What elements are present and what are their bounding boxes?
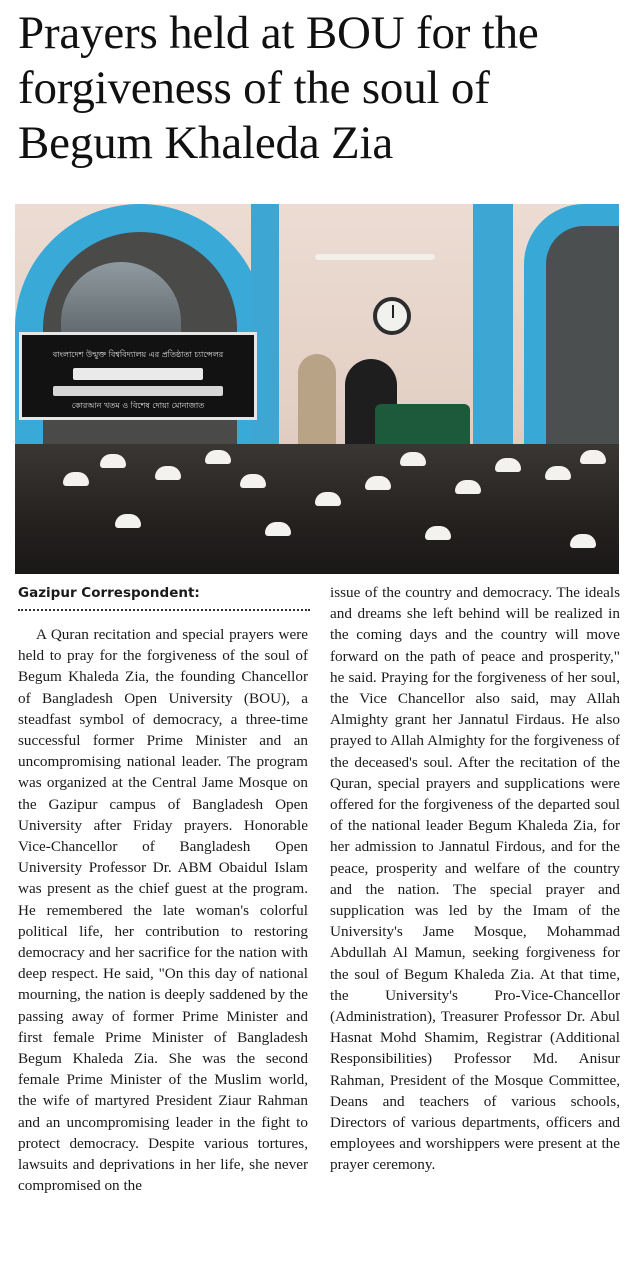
photo-banner <box>19 332 257 420</box>
photo-cap <box>205 450 231 464</box>
banner-subtitle-bar <box>53 386 223 396</box>
photo-wall-clock <box>373 297 411 335</box>
photo-cap <box>365 476 391 490</box>
photo-cap <box>455 480 481 494</box>
photo-cap <box>570 534 596 548</box>
article-photo <box>15 204 619 574</box>
photo-cap <box>400 452 426 466</box>
banner-line: কোরআন খতম ও বিশেষ দোয়া মোনাজাত <box>71 401 205 410</box>
photo-cap <box>495 458 521 472</box>
photo-cap <box>425 526 451 540</box>
photo-cap <box>580 450 606 464</box>
banner-line: বাংলাদেশ উন্মুক্ত বিশ্ববিদ্যালয় এর প্রতিষ্ঠাতা চ্যান্সেলর <box>52 350 224 359</box>
byline: Gazipur Correspondent: <box>18 585 310 611</box>
photo-cap <box>63 472 89 486</box>
photo-cap <box>265 522 291 536</box>
photo-ceiling-fan <box>315 254 435 260</box>
photo-cap <box>100 454 126 468</box>
headline: Prayers held at BOU for the forgiveness of the soul of Begum Khaleda Zia <box>18 7 539 169</box>
photo-cap <box>545 466 571 480</box>
photo-cap <box>115 514 141 528</box>
photo-cap <box>155 466 181 480</box>
photo-cap <box>315 492 341 506</box>
article-body-column-right: issue of the country and democracy. The ideals and dreams she left behind will be realized in the coming days and the country will move forward on the path of peace and prosperity," he said. Praying for the forgiveness of her soul, the Vice Chancellor also said, may Allah Almighty grant her Jannatul Firdaus. He also prayed to Allah Almighty for the forgiveness of the deceased's soul. After the recitation of the Quran, special prayers and supplications were offered for the forgiveness of the departed soul of the national leader Begum Khaleda Zia, for her admission to Jannatul Firdous, and for the peace, prosperity and welfare of the country and the nation. The special prayer and supplication was led by the Imam of the University's Jame Mosque, Mohammad Abdullah Al Mamun, seeking forgiveness for the soul of Begum Khaleda Zia. At that time, the University's Pro-Vice-Chancellor (Administration), Treasurer Professor Dr. Abul Hasnat Mohd Shamim, Registrar (Additional Responsibilities) Professor Md. Anisur Rahman, President of the Mosque Committee, Deans and teachers of various schools, Directors of various departments, officers and employees and worshippers were present at the prayer ceremony. <box>330 584 620 1174</box>
article-body-column-left: A Quran recitation and special prayers were held to pray for the forgiveness of the soul of Begum Khaleda Zia, the founding Chancellor of Bangladesh Open University (BOU), a steadfast symbol of democracy, a three-time successful former Prime Minister and an uncompromising national leader. The program was organized at the Central Jame Mosque on the Gazipur campus of Bangladesh Open University after Friday prayers. Honorable Vice-Chancellor of Bangladesh Open University Professor Dr. ABM Obaidul Islam was present as the chief guest at the program. He remembered the late woman's colorful political life, her contribution to restoring democracy and her sacrifice for the nation with deep respect. He said, "On this day of national mourning, the nation is deeply saddened by the passing away of former Prime Minister and first female Prime Minister of Bangladesh Begum Khaleda Zia. She was the second female Prime Minister of the Muslim world, the wife of martyred President Ziaur Rahman and an uncompromising leader in the fight to protect democracy. Despite various tortures, lawsuits and deprivations in her life, she never compromised on the <box>18 626 308 1195</box>
photo-cap <box>240 474 266 488</box>
banner-title-bar <box>73 368 203 380</box>
